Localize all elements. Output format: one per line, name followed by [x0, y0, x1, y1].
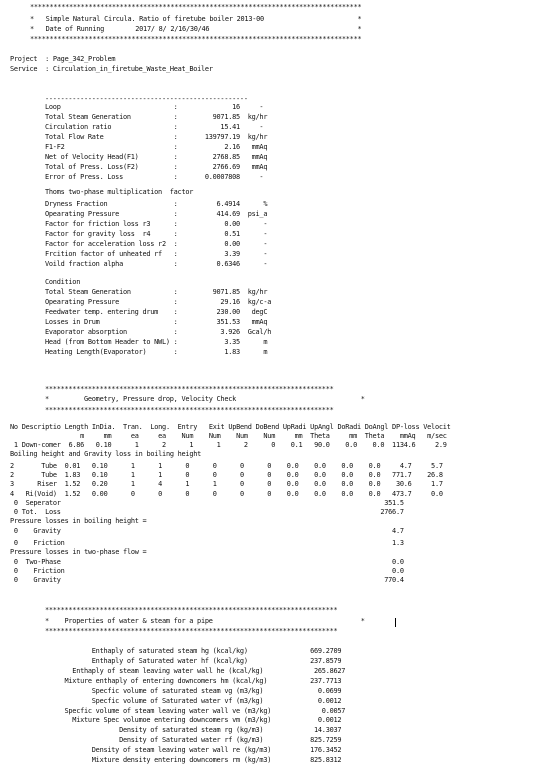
geometry-stars-top: ************************************************************************** [45, 385, 334, 393]
condition-row: Evaporator absorption : 3.926 Gcal/h [45, 328, 272, 336]
summary-row: Total of Press. Loss(F2) : 2766.69 mmAq [45, 163, 268, 171]
condition-row: Losses in Drum : 351.53 mmAq [45, 318, 268, 326]
condition-row: Feedwater temp. entering drum : 230.00 degC [45, 308, 268, 316]
properties-stars-top: *************************************************************************** [45, 606, 338, 614]
summary-row: Net of Velocity Head(F1) : 2768.85 mmAq [45, 153, 268, 161]
table-row: 4 Ri(Void) 1.52 0.00 0 0 0 0 0 0 0.0 0.0 0.0 0.0 473.7 0.0 [10, 490, 443, 498]
thoms-title: Thoms two-phase multiplication factor [45, 188, 194, 196]
property-row: Enthaply of saturated steam hg (kcal/kg) 669.2709 [45, 647, 342, 655]
run-date: * Date of Running 2017/ 8/ 2/16/30/46 * [30, 25, 362, 33]
condition-row: Head (from Bottom Header to NWL) : 3.35 m [45, 338, 268, 346]
properties-title: * Properties of water & steam for a pipe * [45, 617, 365, 625]
summary-row: Total Flow Rate : 139797.19 kg/hr [45, 133, 268, 141]
summary-row: Loop : 16 - [45, 103, 264, 111]
property-row: Mixture density entering downcomers rm (kg/m3) 825.8312 [45, 756, 342, 764]
property-row: Density of Saturated water rf (kg/m3) 825.7259 [45, 736, 342, 744]
service-line: Service : Circulation_in_firetube_Waste_Heat_Boiler [10, 65, 213, 73]
property-row: Enthaply of Saturated water hf (kcal/kg) 237.8579 [45, 657, 342, 665]
thoms-row: Factor for friction loss r3 : 0.00 - [45, 220, 268, 228]
table-row: 0 Tot. Loss 2766.7 [10, 508, 404, 516]
condition-row: Heating Length(Evaporator) : 1.83 m [45, 348, 268, 356]
table-row: 0 Friction 0.0 [10, 567, 404, 575]
table-row: 0 Gravity 4.7 [10, 527, 404, 535]
property-row: Density of steam leaving water wall re (kg/m3) 176.3452 [45, 746, 342, 754]
thoms-row: Voild fraction alpha : 0.6346 - [45, 260, 268, 268]
thoms-row: Opearating Pressure : 414.69 psi_a [45, 210, 268, 218]
header-stars-bottom: ************************************************************************************* [30, 35, 362, 43]
table-row: 0 Two-Phase 0.0 [10, 558, 404, 566]
table-units: m mm ea ea Num Num Num Num mm Theta mm Theta mmAq m/sec [10, 432, 447, 440]
property-row: Enthaply of steam leaving water wall he (kcal/kg) 265.8627 [45, 667, 346, 675]
text-cursor [395, 618, 396, 627]
table-header: No Descriptio Length InDia. Tran. Long. Entry Exit UpBend DoBend UpRadi UpAngl DoRadi DoAngl DP-loss Velocit [10, 423, 451, 431]
property-row: Specfic volume of Saturated water vf (m3/kg) 0.0012 [45, 697, 342, 705]
header-stars-top: ************************************************************************************* [30, 3, 362, 11]
thoms-row: Dryness Fraction : 6.4914 % [45, 200, 268, 208]
thoms-row: Factor for gravity loss r4 : 0.51 - [45, 230, 268, 238]
table-row: 0 Friction 1.3 [10, 539, 404, 547]
table-section-label: Pressure losses in boiling height = [10, 517, 147, 525]
summary-row: F1-F2 : 2.16 mmAq [45, 143, 268, 151]
table-row: 1 Down-comer 6.86 0.10 1 2 1 1 2 0 0.1 90.0 0.0 0.0 1134.6 2.9 [10, 441, 447, 449]
summary-divider: ---------------------------------------------------- [45, 95, 248, 103]
table-section-label: Pressure losses in two-phase flow = [10, 548, 147, 556]
property-row: Density of saturated steam rg (kg/m3) 14.3037 [45, 726, 342, 734]
geometry-stars-bottom: ************************************************************************** [45, 406, 334, 414]
table-row: 3 Riser 1.52 0.20 1 4 1 1 0 0 0.0 0.0 0.0 0.0 30.6 1.7 [10, 480, 443, 488]
summary-row: Circulation ratio : 15.41 - [45, 123, 264, 131]
property-row: Specfic volume of steam leaving water wall ve (m3/kg) 0.0057 [45, 707, 346, 715]
summary-row: Total Steam Generation : 9071.85 kg/hr [45, 113, 268, 121]
table-section-label: Boiling height and Gravity loss in boiling height [10, 450, 202, 458]
table-row: 0 Gravity 770.4 [10, 576, 404, 584]
property-row: Mixture enthaply of entering downcomers hm (kcal/kg) 237.7713 [45, 677, 342, 685]
project-line: Project : Page_342_Problem [10, 55, 116, 63]
property-row: Mixture Spec volumoe entering downcomers vm (m3/kg) 0.0012 [45, 716, 342, 724]
geometry-title: * Geometry, Pressure drop, Velocity Check * [45, 395, 365, 403]
condition-row: Opearating Pressure : 29.16 kg/c-a [45, 298, 272, 306]
report-title: * Simple Natural Circula. Ratio of firetube boiler 2013-00 * [30, 15, 362, 23]
condition-row: Total Steam Generation : 9071.85 kg/hr [45, 288, 268, 296]
table-row: 2 Tube 0.01 0.10 1 1 0 0 0 0 0.0 0.0 0.0 0.0 4.7 5.7 [10, 462, 443, 470]
condition-title: Condition [45, 278, 81, 286]
property-row: Specfic volume of saturated steam vg (m3/kg) 0.0699 [45, 687, 342, 695]
summary-row: Error of Press. Loss : 0.0007808 - [45, 173, 264, 181]
table-row: 2 Tube 1.83 0.10 1 1 0 0 0 0 0.0 0.0 0.0 0.0 771.7 26.8 [10, 471, 443, 479]
thoms-row: Factor for acceleration loss r2 : 0.00 - [45, 240, 268, 248]
thoms-row: Frcition factor of unheated rf : 3.39 - [45, 250, 268, 258]
table-row: 0 Seperator 351.5 [10, 499, 404, 507]
properties-stars-bottom: *************************************************************************** [45, 627, 338, 635]
